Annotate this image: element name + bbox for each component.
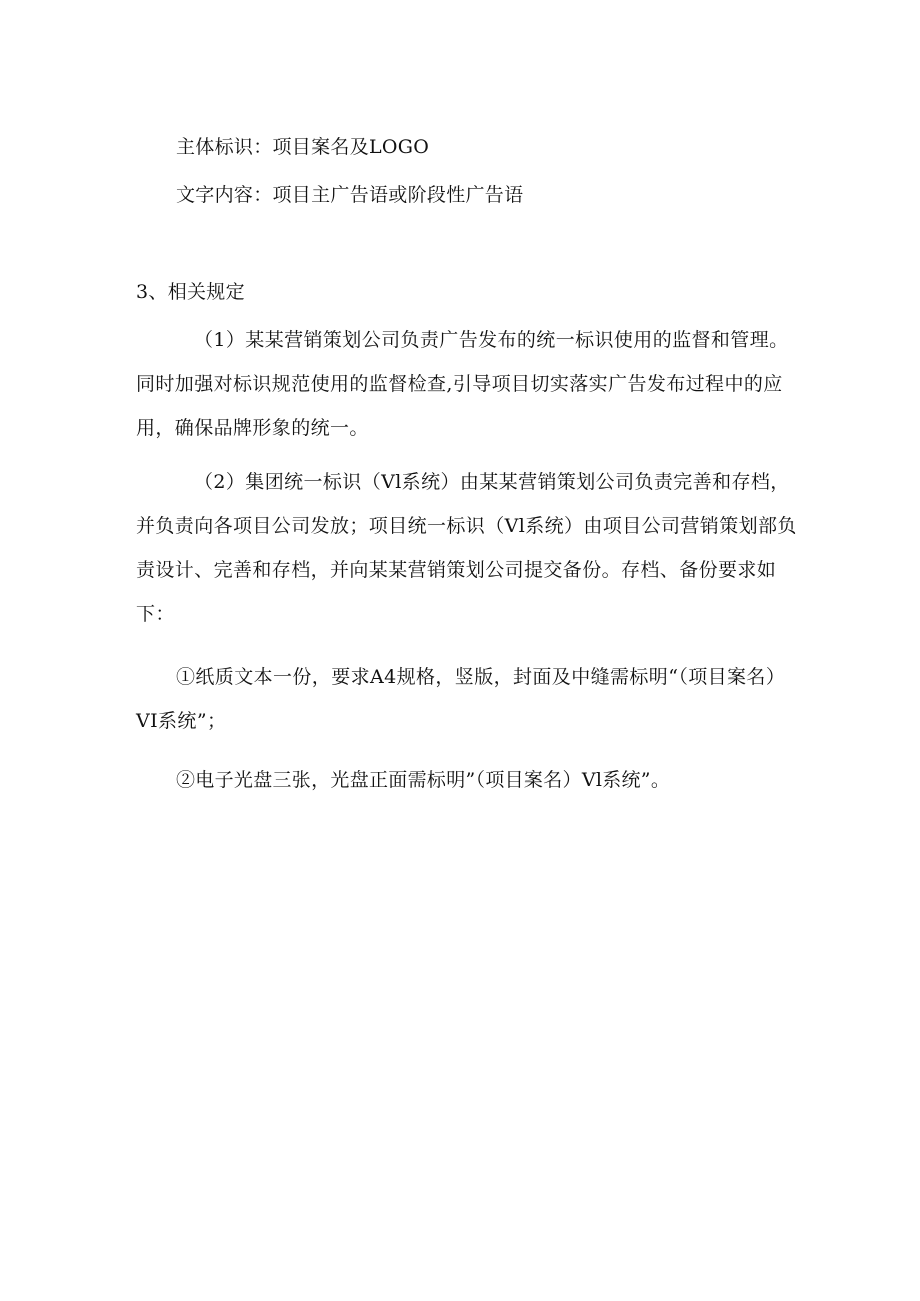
subject-mark-line: 主体标识：项目案名及LOGO [176, 136, 430, 158]
list-item-2: ②电子光盘三张，光盘正面需标明”（项目案名）Vl系统”。 [176, 769, 671, 791]
paragraph-2: （2）集团统一标识（Vl系统）由某某营销策划公司负责完善和存档，并负责向各项目公司发放；项目统一标识（Vl系统）由项目公司营销策划部负责设计、完善和存档，并向某某营销策划公司提交备份。存档、备份要求如下： [136, 471, 797, 625]
paragraph-1: （1）某某营销策划公司负责广告发布的统一标识使用的监督和管理。同时加强对标识规范使用的监督检查,引导项目切实落实广告发布过程中的应用，确保品牌形象的统一。 [136, 329, 789, 439]
section-heading: 3、相关规定 [136, 281, 245, 303]
list-item-1: ①纸质文本一份，要求A4规格，竖版，封面及中缝需标明“（项目案名）VI系统”； [136, 666, 786, 732]
text-content-line: 文字内容：项目主广告语或阶段性广告语 [176, 184, 524, 206]
